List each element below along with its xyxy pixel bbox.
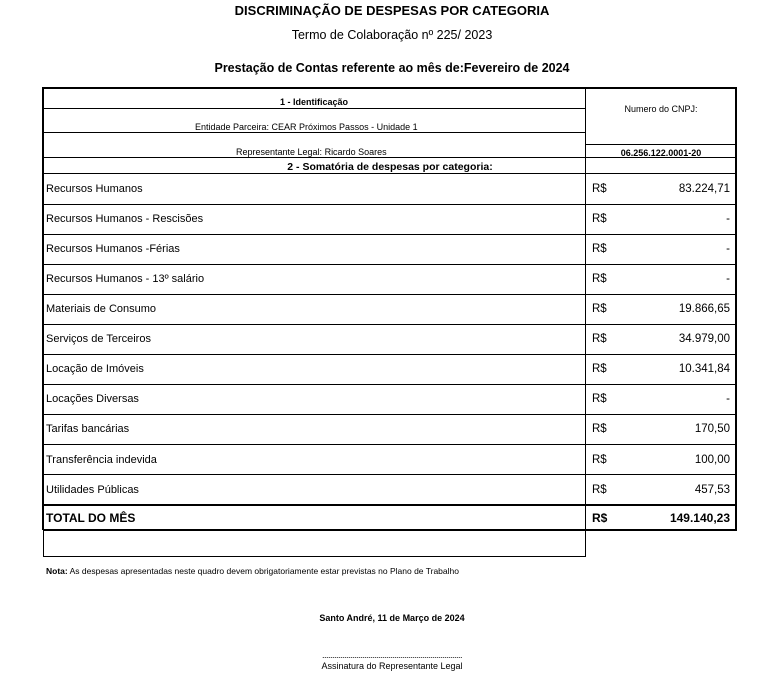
expense-label: Utilidades Públicas (46, 484, 139, 496)
agreement-number: Termo de Colaboração nº 225/ 2023 (291, 28, 493, 42)
expense-value: 19.866,65 (678, 303, 730, 315)
currency-symbol: R$ (592, 243, 607, 255)
cnpj-value: 06.256.122.0001-20 (620, 148, 702, 158)
expense-label: Recursos Humanos - 13º salário (46, 273, 205, 285)
expense-value: 34.979,00 (678, 333, 730, 345)
expense-value: - (726, 273, 730, 285)
expense-label: Materiais de Consumo (46, 303, 157, 315)
total-label: TOTAL DO MÊS (46, 511, 136, 525)
currency-symbol: R$ (592, 423, 607, 435)
currency-symbol: R$ (592, 213, 607, 225)
cnpj-label: Numero do CNPJ: (624, 104, 698, 114)
currency-symbol: R$ (592, 484, 607, 496)
currency-symbol: R$ (592, 454, 607, 466)
footnote (46, 566, 459, 576)
total-value: 149.140,23 (669, 511, 730, 525)
currency-symbol: R$ (592, 393, 607, 405)
expense-label: Locação de Imóveis (46, 363, 144, 375)
legal-representative: Representante Legal: Ricardo Soares (236, 147, 387, 157)
expense-value: 457,53 (694, 484, 730, 496)
expense-label: Tarifas bancárias (46, 423, 130, 435)
expense-value: 170,50 (694, 423, 730, 435)
signature-label: Assinatura do Representante Legal (321, 661, 463, 671)
footnote-text: As despesas apresentadas neste quadro devem obrigatoriamente estar previstas no Plano de Trabalho (67, 566, 459, 576)
expense-value: - (726, 213, 730, 225)
expense-label: Recursos Humanos -Férias (46, 243, 180, 255)
expense-label: Recursos Humanos - Rescisões (46, 213, 204, 225)
currency-symbol: R$ (592, 183, 607, 195)
footnote-label: Nota: (46, 566, 68, 576)
expenses-section-title: 2 - Somatória de despesas por categoria: (287, 161, 493, 173)
currency-symbol: R$ (592, 333, 607, 345)
partner-entity: Entidade Parceira: CEAR Próximos Passos - Unidade 1 (195, 122, 418, 132)
document-title: DISCRIMINAÇÃO DE DESPESAS POR CATEGORIA (234, 3, 550, 18)
expense-value: 100,00 (694, 454, 730, 466)
expense-value: 10.341,84 (678, 363, 730, 375)
place-date: Santo André, 11 de Março de 2024 (319, 613, 465, 623)
expense-label: Recursos Humanos (46, 183, 143, 195)
expense-label: Transferência indevida (46, 454, 157, 466)
identification-title: 1 - Identificação (279, 97, 349, 107)
total-currency: R$ (592, 511, 608, 525)
currency-symbol: R$ (592, 273, 607, 285)
expense-value: - (726, 393, 730, 405)
currency-symbol: R$ (592, 363, 607, 375)
expense-label: Locações Diversas (46, 393, 139, 405)
signature-line: ...................................................................... (321, 650, 463, 660)
expense-value: 83.224,71 (678, 183, 730, 195)
expense-value: - (726, 243, 730, 255)
reporting-period: Prestação de Contas referente ao mês de:Fevereiro de 2024 (214, 61, 570, 75)
expense-label: Serviços de Terceiros (46, 333, 151, 345)
currency-symbol: R$ (592, 303, 607, 315)
